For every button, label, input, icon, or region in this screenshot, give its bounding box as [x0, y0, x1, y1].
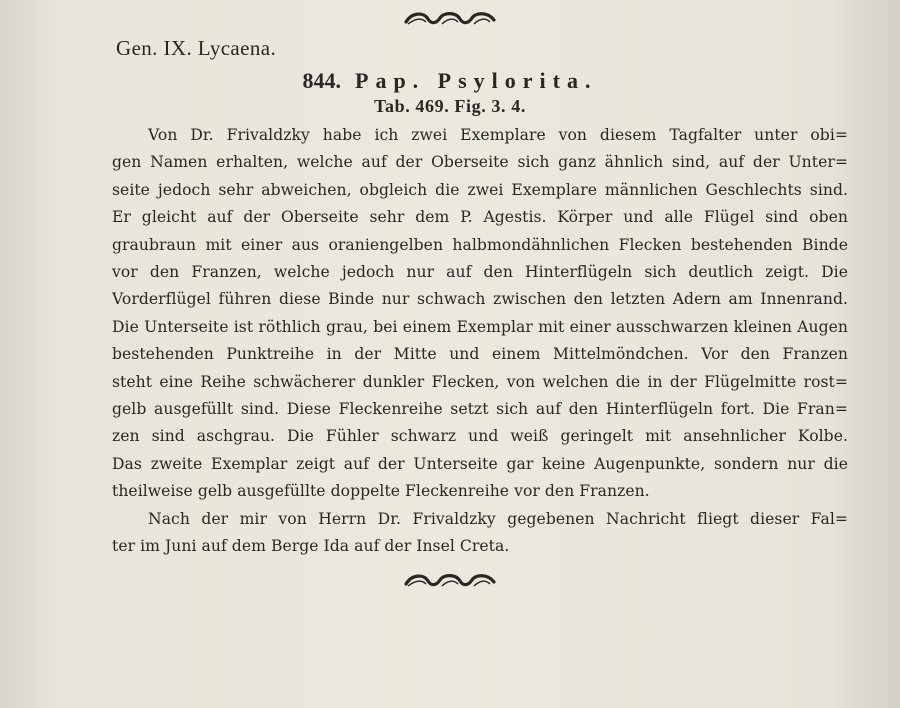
species-number: 844. — [302, 68, 341, 93]
body-line: theilweise gelb ausgefüllte doppelte Fleckenreihe vor den Franzen. — [112, 482, 650, 501]
body-line: vor den Franzen, welche jedoch nur auf den Hinterflügeln sich deutlich zeigt. Die — [112, 263, 848, 282]
body-line: seite jedoch sehr abweichen, obgleich die zwei Exemplare männlichen Geschlechts sind. — [112, 180, 848, 199]
body-line: steht eine Reihe schwächerer dunkler Flecken, von welchen die in der Flügelmitte rost= — [112, 372, 848, 391]
body-line: Die Unterseite ist röthlich grau, bei einem Exemplar mit einer ausschwarzen kleinen Augen — [112, 317, 848, 336]
fleuron-ornament-icon — [402, 572, 498, 590]
genus-heading: Gen. IX. Lycaena. — [116, 36, 277, 60]
species-heading — [0, 68, 900, 94]
body-line: gen Namen erhalten, welche auf der Oberseite sich ganz ähnlich sind, auf der Unter= — [112, 153, 848, 172]
fleuron-ornament-icon — [402, 10, 498, 28]
body-line: Von Dr. Frivaldzky habe ich zwei Exemplare von diesem Tagfalter unter obi= — [148, 126, 848, 144]
body-text — [112, 122, 848, 561]
top-ornament — [0, 10, 900, 32]
body-line: bestehenden Punktreihe in der Mitte und einem Mittelmöndchen. Vor den Franzen — [112, 345, 848, 364]
plate-reference: Tab. 469. Fig. 3. 4. — [374, 96, 526, 116]
body-line: graubraun mit einer aus oraniengelben halbmondähnlichen Flecken bestehenden Binde — [112, 235, 848, 254]
body-line: zen sind aschgrau. Die Fühler schwarz und weiß geringelt mit ansehnlicher Kolbe. — [112, 427, 848, 446]
body-line: Das zweite Exemplar zeigt auf der Unterseite gar keine Augenpunkte, sondern nur die — [112, 454, 848, 473]
bottom-ornament — [0, 572, 900, 594]
species-name: Pap. Psylorita. — [355, 68, 598, 93]
body-line: Nach der mir von Herrn Dr. Frivaldzky gegebenen Nachricht fliegt dieser Fal= — [148, 509, 848, 528]
body-line: Vorderflügel führen diese Binde nur schwach zwischen den letzten Adern am Innenrand. — [112, 290, 848, 309]
body-line: Er gleicht auf der Oberseite sehr dem P. Agestis. Körper und alle Flügel sind oben — [112, 208, 848, 227]
body-line: gelb ausgefüllt sind. Diese Fleckenreihe setzt sich auf den Hinterflügeln fort. Die Fran= — [112, 400, 848, 419]
body-line: ter im Juni auf dem Berge Ida auf der Insel Creta. — [112, 537, 510, 556]
